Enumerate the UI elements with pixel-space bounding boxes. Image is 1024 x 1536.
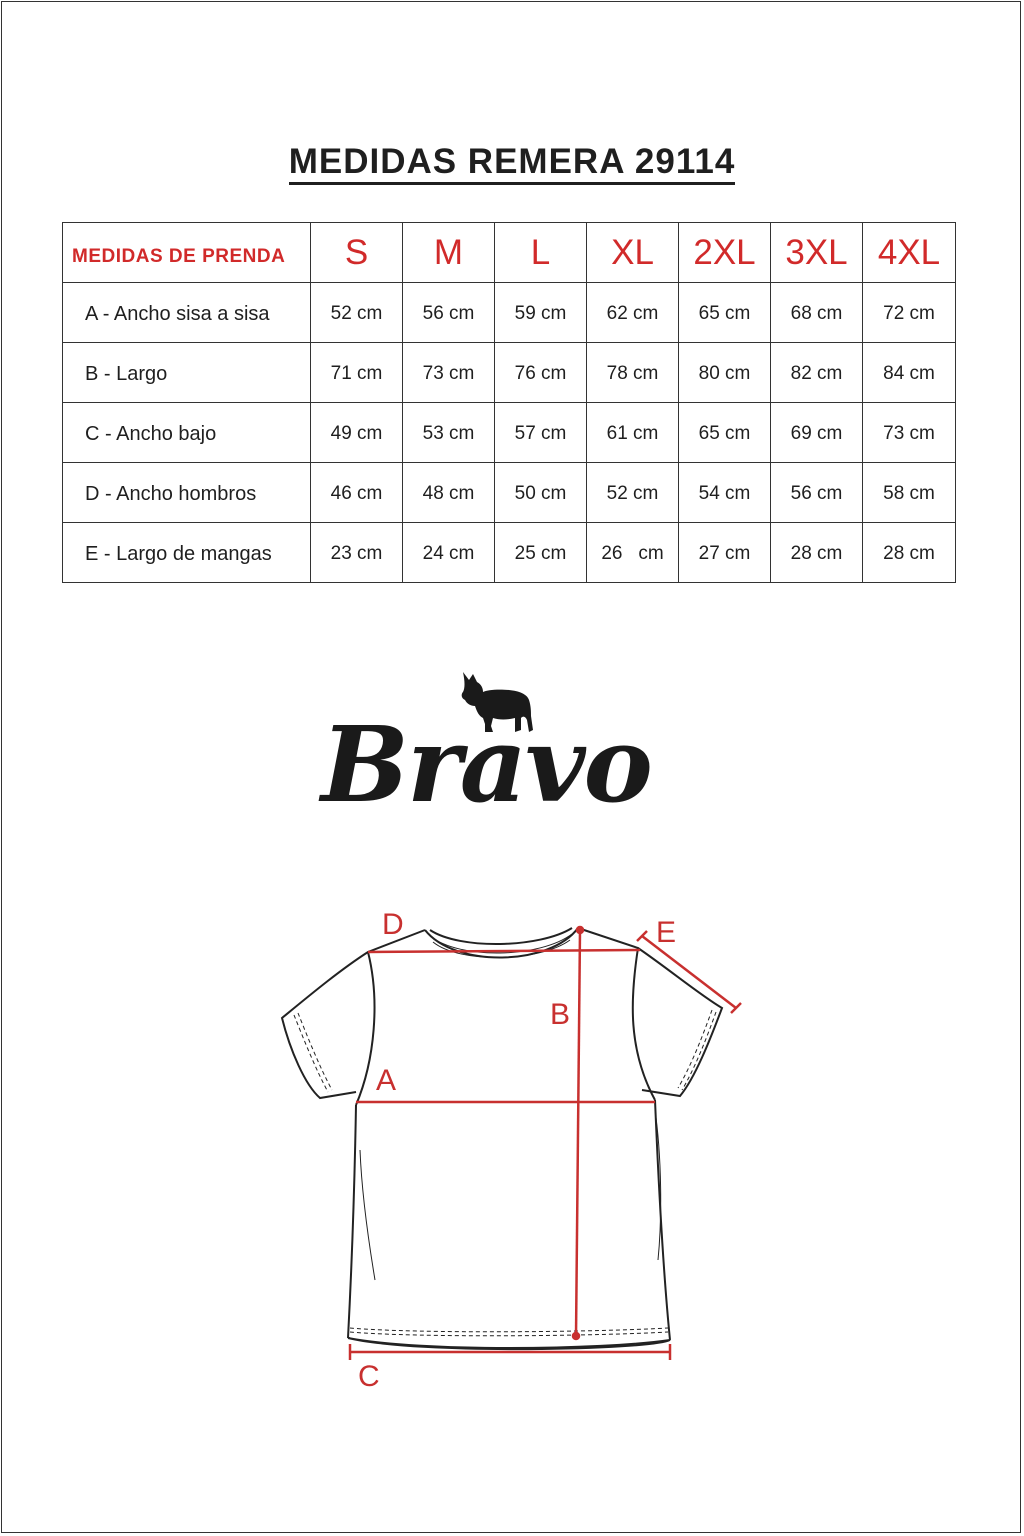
table-cell: 80 cm <box>679 343 771 403</box>
table-cell: 68 cm <box>771 283 863 343</box>
table-cell: 48 cm <box>403 463 495 523</box>
tshirt-outline <box>282 928 722 1349</box>
measure-label-c: C <box>358 1360 380 1393</box>
table-cell: 28 cm <box>771 523 863 583</box>
measure-label-a: A <box>376 1064 397 1097</box>
table-cell: 56 cm <box>403 283 495 343</box>
table-cell: 56 cm <box>771 463 863 523</box>
table-cell: 25 cm <box>495 523 587 583</box>
measure-label-b: B <box>550 998 571 1031</box>
table-cell: 78 cm <box>587 343 679 403</box>
measure-label-d: D <box>382 908 404 941</box>
row-label: D - Ancho hombros <box>63 463 311 523</box>
table-cell: 71 cm <box>311 343 403 403</box>
table-cell: 69 cm <box>771 403 863 463</box>
table-row <box>63 403 956 463</box>
table-cell: 24 cm <box>403 523 495 583</box>
table-cell: 82 cm <box>771 343 863 403</box>
table-cell: 23 cm <box>311 523 403 583</box>
size-header-row <box>63 223 956 283</box>
tshirt-diagram <box>270 900 760 1400</box>
table-row <box>63 463 956 523</box>
table-header-label: MEDIDAS DE PRENDA <box>63 223 311 283</box>
size-2xl: 2XL <box>679 223 771 283</box>
table-cell: 53 cm <box>403 403 495 463</box>
row-label: A - Ancho sisa a sisa <box>63 283 311 343</box>
size-xl: XL <box>587 223 679 283</box>
table-cell: 73 cm <box>863 403 956 463</box>
brand-logo: Bravo <box>321 703 651 826</box>
table-cell: 28 cm <box>863 523 956 583</box>
table-cell: 52 cm <box>587 463 679 523</box>
page-title: MEDIDAS REMERA 29114 <box>0 142 1024 185</box>
measure-label-e: E <box>656 916 677 949</box>
table-cell: 52 cm <box>311 283 403 343</box>
table-cell: 76 cm <box>495 343 587 403</box>
size-m: M <box>403 223 495 283</box>
row-label: C - Ancho bajo <box>63 403 311 463</box>
table-cell: 59 cm <box>495 283 587 343</box>
table-cell: 58 cm <box>863 463 956 523</box>
table-cell: 46 cm <box>311 463 403 523</box>
table-row <box>63 343 956 403</box>
table-cell: 65 cm <box>679 283 771 343</box>
table-cell: 57 cm <box>495 403 587 463</box>
table-cell: 84 cm <box>863 343 956 403</box>
row-label: B - Largo <box>63 343 311 403</box>
table-cell: 50 cm <box>495 463 587 523</box>
table-cell: 65 cm <box>679 403 771 463</box>
table-cell: 27 cm <box>679 523 771 583</box>
table-cell: 73 cm <box>403 343 495 403</box>
table-cell: 62 cm <box>587 283 679 343</box>
size-table <box>62 222 956 583</box>
table-cell: 72 cm <box>863 283 956 343</box>
size-3xl: 3XL <box>771 223 863 283</box>
table-cell: 54 cm <box>679 463 771 523</box>
row-label: E - Largo de mangas <box>63 523 311 583</box>
table-cell: 26 cm <box>587 523 679 583</box>
table-cell: 49 cm <box>311 403 403 463</box>
size-4xl: 4XL <box>863 223 956 283</box>
measure-lines <box>350 927 741 1360</box>
table-cell: 61 cm <box>587 403 679 463</box>
size-s: S <box>311 223 403 283</box>
table-row <box>63 523 956 583</box>
table-row <box>63 283 956 343</box>
size-l: L <box>495 223 587 283</box>
